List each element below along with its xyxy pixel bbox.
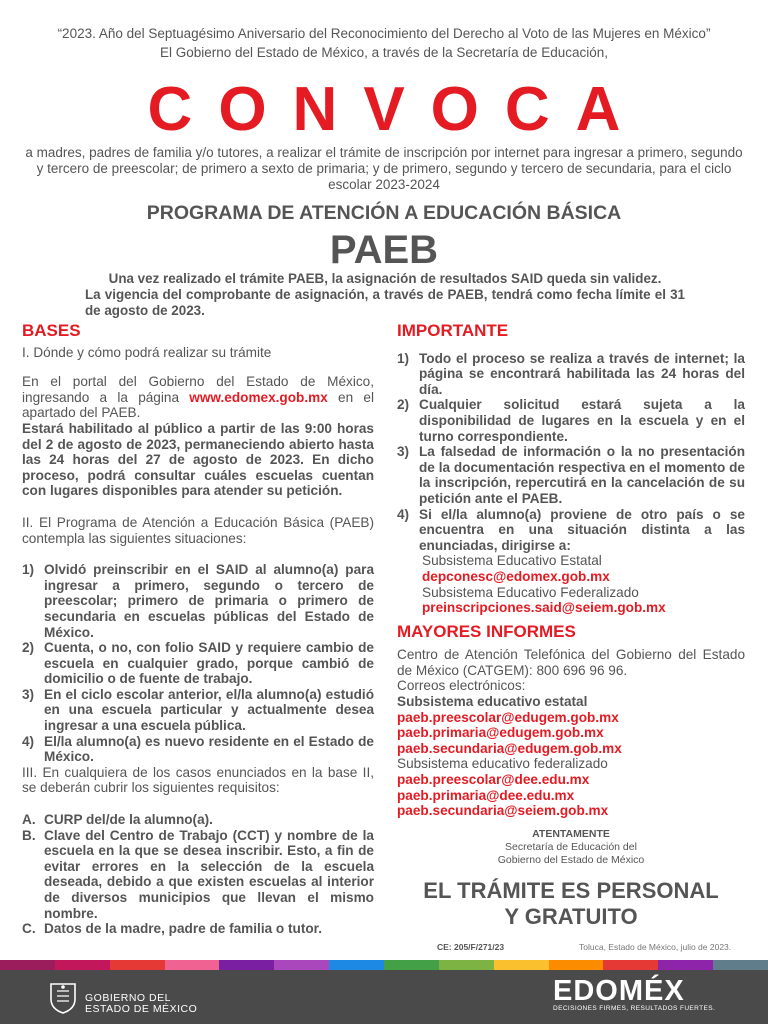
email-link[interactable]: paeb.primaria@edugem.gob.mx [397,725,604,741]
item-text: CURP del/de la alumno(a). [44,812,213,828]
requirements-list [22,812,374,937]
estatal-emails [397,710,745,757]
header-year-line: “2023. Año del Septuagésimo Aniversario del Reconocimiento del Derecho al Voto de las Mujeres en México” [57,26,711,41]
item-text: Todo el proceso se realiza a través de internet; la página se encontrará habilitada las 24 horas del día. [419,350,745,397]
importante-item [397,444,745,506]
edomex-tagline: DECISIONES FIRMES, RESULTADOS FUERTES. [553,1005,716,1012]
item-number: 1) [22,562,35,578]
email-link[interactable]: paeb.secundaria@edugem.gob.mx [397,740,622,756]
personal-statement [397,878,745,930]
portal-text: En el portal del Gobierno del Estado de México, ingresando a la página [22,374,374,405]
place-date: Toluca, Estado de México, julio de 2023. [579,942,732,952]
stripe-segment [439,960,494,970]
atentamente-label: ATENTAMENTE [532,828,610,840]
estatal-emails-label: Subsistema educativo estatal [397,694,588,710]
requirement-item [22,812,374,828]
stripe-segment [658,960,713,970]
item-number: 3) [22,686,35,702]
item-text: El/la alumno(a) es nuevo residente en el Estado de México. [44,733,374,765]
item-number: 4) [397,506,410,522]
edomex-link[interactable]: www.edomex.gob.mx [189,389,328,405]
stripe-segment [110,960,165,970]
gob-line-2: ESTADO DE MÉXICO [85,1003,198,1015]
bases-column [22,323,374,937]
signature-line-1: Secretaría de Educación del [505,841,637,853]
stripe-segment [713,960,768,970]
gob-line-1: GOBIERNO DEL [85,992,171,1004]
gobierno-logo-text [85,993,197,1015]
ce-code: CE: 205/F/271/23 [437,942,505,952]
requirement-item [22,828,374,922]
importante-item [397,507,745,554]
convoca-title: CONVOCA [147,75,647,144]
estatal-email[interactable]: depconesc@edomex.gob.mx [422,568,610,584]
importante-list [397,351,745,554]
stripe-segment [0,960,55,970]
stripe-segment [384,960,439,970]
program-acronym: PAEB [329,228,439,272]
item-number: 1) [397,350,410,366]
item-number: 4) [22,733,35,749]
edomex-logo: EDOMÉX [553,975,685,1007]
situation-item [22,562,374,640]
item-text: Cualquier solicitud estará sujeta a la disponibilidad de lugares en la escuela y en el turno correspondiente. [419,397,745,444]
intro-paragraph: a madres, padres de familia y/o tutores, a realizar el trámite de inscripción por internet para ingresar a primero, segundo y tercero de preescolar; de primero a sexto de primaria; y de primero, segundo y tercero de secundaria, para el ciclo escolar 2023-2024 [25,145,743,192]
signature-block [397,828,745,867]
stripe-segment [494,960,549,970]
situation-item [22,687,374,734]
item-text: La falsedad de información o la no presentación de la documentación respectiva en el momento de la inscripción, repercutirá en la cancelación de su petición ante el PAEB. [419,444,745,506]
stripe-segment [549,960,604,970]
importante-item [397,351,745,398]
item-number: C. [22,921,36,937]
item-text: Cuenta, o no, con folio SAID y requiere cambio de escuela en cualquier grado, porque cambió de domicilio o de fuente de trabajo. [44,640,374,687]
stripe-segment [603,960,658,970]
base-3-intro: III. En cualquiera de los casos enunciados en la base II, se deberán cubrir los siguientes requisitos: [22,764,374,796]
state-shield-icon [48,981,78,1015]
stripe-segment [219,960,274,970]
color-stripe [0,960,768,970]
email-link[interactable]: paeb.preescolar@dee.edu.mx [397,772,590,788]
personal-line-2: Y GRATUITO [504,904,638,929]
validity-notice [85,271,685,319]
portal-text-end: en el apartado del PAEB. [22,389,374,421]
email-link[interactable]: paeb.primaria@dee.edu.mx [397,787,575,803]
item-text: Datos de la madre, padre de familia o tutor. [44,921,322,937]
situation-item [22,734,374,765]
base-1-portal [22,374,374,421]
importante-item [397,397,745,444]
situation-item [22,640,374,687]
correos-label: Correos electrónicos: [397,678,526,694]
header-gov-line: El Gobierno del Estado de México, a través de la Secretaría de Educación, [159,45,608,60]
federal-label: Subsistema Educativo Federalizado [422,584,639,600]
item-number: B. [22,827,36,843]
stripe-segment [165,960,220,970]
importante-column [397,323,745,819]
bases-heading: BASES [22,321,81,340]
item-text: En el ciclo escolar anterior, el/la alumno(a) estudió en una escuela particular y actualmente desea ingresar a una escuela pública. [44,686,374,734]
stripe-segment [329,960,384,970]
federal-email[interactable]: preinscripciones.said@seiem.gob.mx [422,600,666,616]
mayores-heading: MAYORES INFORMES [397,621,576,641]
email-link[interactable]: paeb.preescolar@edugem.gob.mx [397,709,619,725]
base-1-title: I. Dónde y cómo podrá realizar su trámite [22,344,272,360]
item-number: 3) [397,444,410,460]
importante-heading: IMPORTANTE [397,321,509,340]
item-text: Si el/la alumno(a) proviene de otro país o se encuentra en una situación distinta a las enunciadas, dirigirse a: [419,506,745,553]
email-link[interactable]: paeb.secundaria@seiem.gob.mx [397,803,609,819]
situations-list [22,562,374,765]
estatal-label: Subsistema Educativo Estatal [422,553,602,569]
personal-line-1: EL TRÁMITE ES PERSONAL [423,878,719,903]
contact-block [397,553,745,615]
federal-emails-label: Subsistema educativo federalizado [397,756,608,772]
federal-emails [397,772,745,819]
program-name: PROGRAMA DE ATENCIÓN A EDUCACIÓN BÁSICA [146,202,622,224]
item-number: 2) [397,397,410,413]
stripe-segment [55,960,110,970]
stripe-segment [274,960,329,970]
base-1-schedule: Estará habilitado al público a partir de las 9:00 horas del 2 de agosto de 2023, permaneciendo abierto hasta las 24 horas del 27 de agosto de 2023. En dicho proceso, podrá consultar cuáles escuelas cuentan con lugares disponibles para atender su petición. [22,420,374,499]
signature-line-2: Gobierno del Estado de México [497,854,645,866]
requirement-item [22,921,374,937]
item-number: A. [22,812,36,828]
catgem-info: Centro de Atención Telefónica del Gobierno del Estado de México (CATGEM): 800 696 96 96. [397,647,745,678]
base-2-intro: II. El Programa de Atención a Educación Básica (PAEB) contempla las siguientes situaciones: [22,514,374,546]
notice-line-2: La vigencia del comprobante de asignación, a través de PAEB, tendrá como fecha límite el 31 de agosto de 2023. [85,287,685,318]
item-number: 2) [22,640,35,656]
item-text: Olvidó preinscribir en el SAID al alumno(a) para ingresar a primero, segundo o tercero de preescolar; primero de primaria o primero de secundaria en escuelas públicas del Estado de México. [44,562,374,640]
item-text: Clave del Centro de Trabajo (CCT) y nombre de la escuela en la que se desea inscribir. Esto, a fin de evitar errores en la selección de la escuela deseada, debido a que existen escuelas al interior de diversos municipios que llevan el mismo nombre. [44,827,374,921]
notice-line-1: Una vez realizado el trámite PAEB, la asignación de resultados SAID queda sin validez. [108,271,662,286]
